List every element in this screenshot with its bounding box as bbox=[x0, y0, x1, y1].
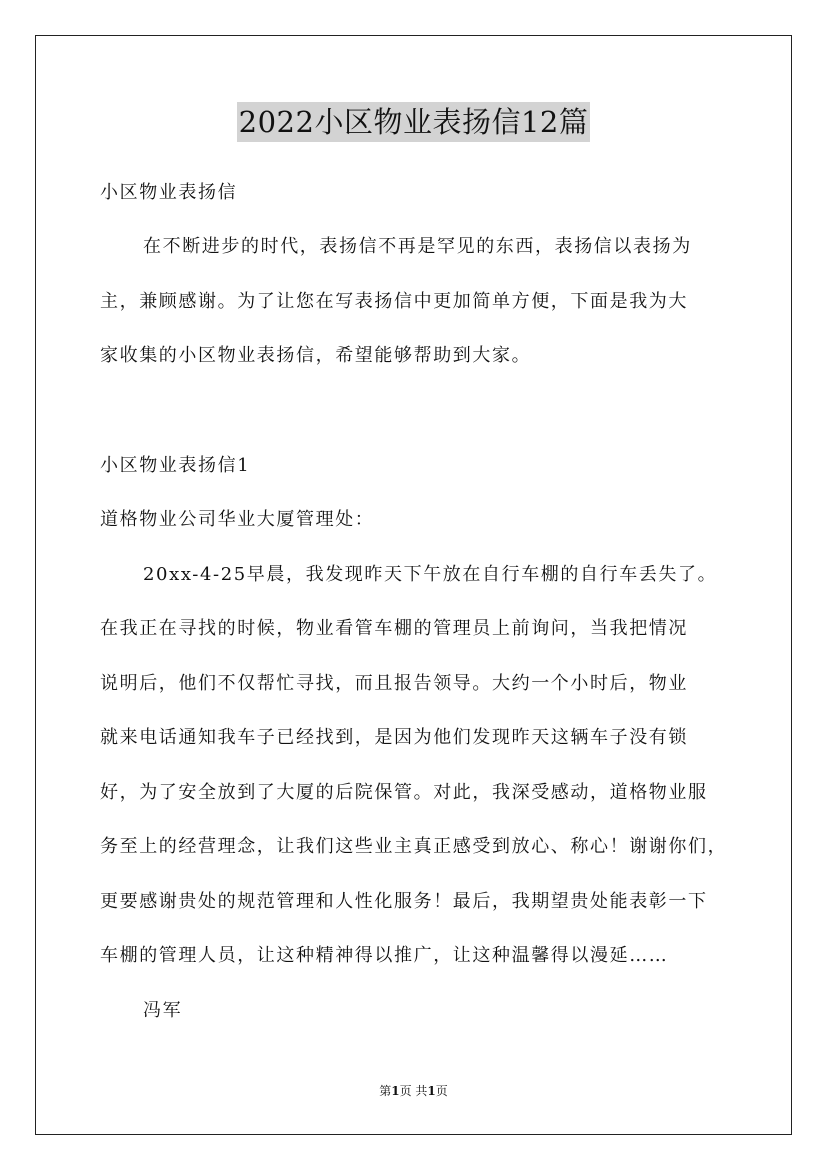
paragraph-line: 好，为了安全放到了大厦的后院保管。对此，我深受感动，道格物业服 bbox=[100, 782, 708, 803]
document-title: 2022小区物业表扬信12篇 bbox=[237, 102, 591, 142]
paragraph-line: 就来电话通知我车子已经找到，是因为他们发现昨天这辆车子没有锁 bbox=[100, 727, 688, 748]
paragraph-line: 说明后，他们不仅帮忙寻找，而且报告领导。大约一个小时后，物业 bbox=[100, 673, 688, 694]
footer-page-mid: 页 共 bbox=[399, 1084, 428, 1098]
footer-page-total: 1 bbox=[427, 1084, 436, 1098]
paragraph-line: 车棚的管理人员，让这种精神得以推广，让这种温馨得以漫延…… bbox=[100, 945, 669, 966]
paragraph-line: 在不断进步的时代，表扬信不再是罕见的东西，表扬信以表扬为 bbox=[143, 236, 692, 257]
paragraph-line: 家收集的小区物业表扬信，希望能够帮助到大家。 bbox=[100, 345, 532, 366]
section-heading-intro: 小区物业表扬信 bbox=[100, 182, 238, 203]
letter-salutation: 道格物业公司华业大厦管理处： bbox=[100, 509, 375, 530]
paragraph-line: 务至上的经营理念，让我们这些业主真正感受到放心、称心！谢谢你们， bbox=[100, 836, 728, 857]
paragraph-line: 主，兼顾感谢。为了让您在写表扬信中更加简单方便，下面是我为大 bbox=[100, 291, 688, 312]
paragraph-line: 在我正在寻找的时候，物业看管车棚的管理员上前询问，当我把情况 bbox=[100, 618, 688, 639]
section-heading-letter-1: 小区物业表扬信1 bbox=[100, 455, 251, 476]
page-footer bbox=[0, 1083, 827, 1099]
footer-page-suffix: 页 bbox=[435, 1084, 448, 1098]
paragraph-line: 20xx-4-25早晨，我发现昨天下午放在自行车棚的自行车丢失了。 bbox=[143, 564, 718, 585]
letter-signature: 冯军 bbox=[143, 1000, 183, 1021]
paragraph-line: 更要感谢贵处的规范管理和人性化服务！最后，我期望贵处能表彰一下 bbox=[100, 891, 708, 912]
footer-page-number: 1 bbox=[391, 1084, 400, 1098]
footer-page-prefix: 第 bbox=[379, 1084, 392, 1098]
title-wrapper bbox=[0, 102, 827, 142]
